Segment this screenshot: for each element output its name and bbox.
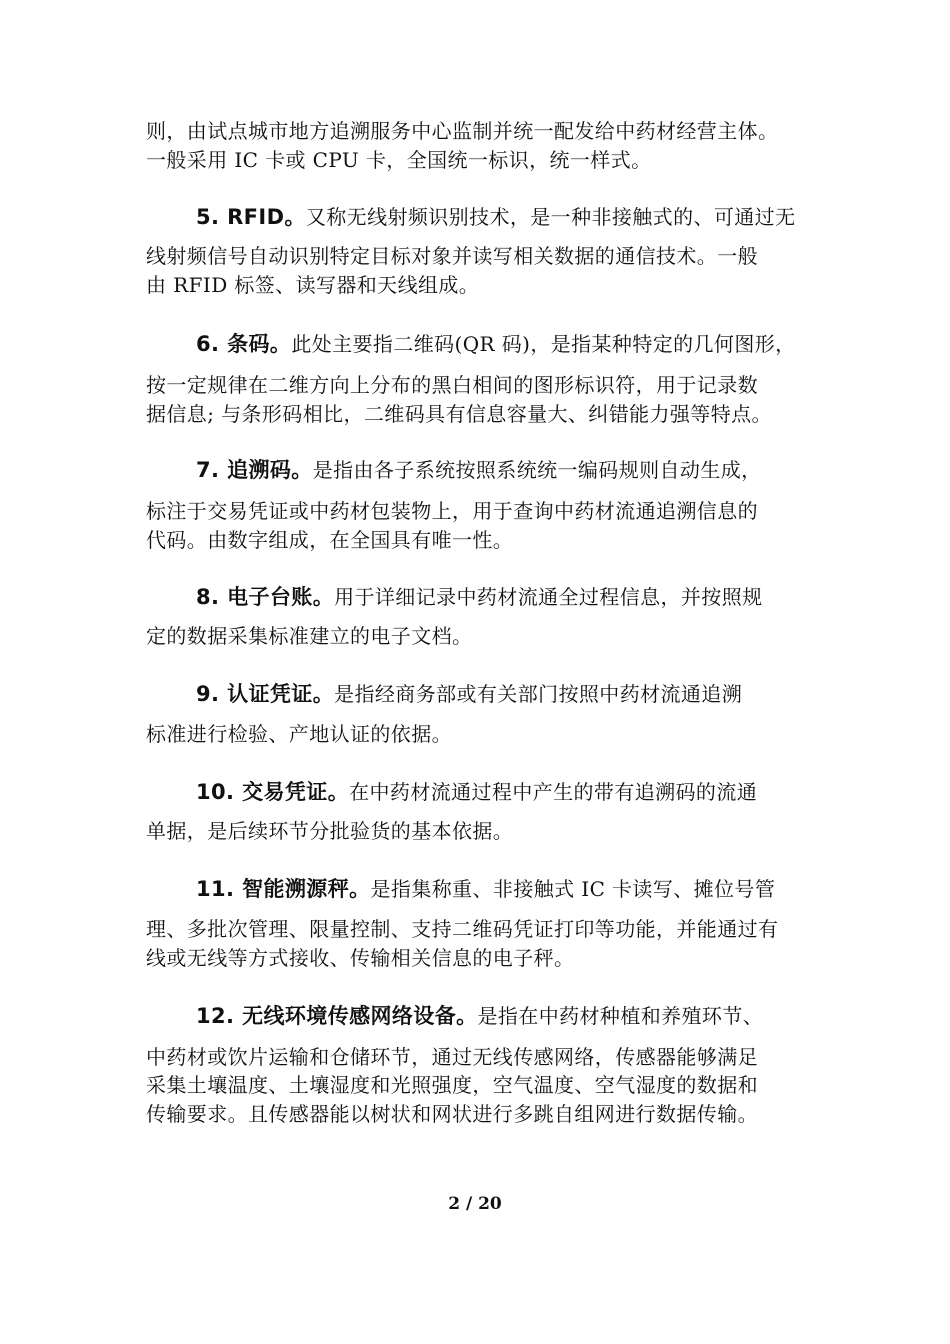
entry-10-definition-start: 在中药材流通过程中产生的带有追溯码的流通 — [349, 780, 758, 804]
entry-11-line-2: 理、多批次管理、限量控制、支持二维码凭证打印等功能，并能通过有 — [146, 917, 779, 941]
entry-10-line-2: 单据，是后续环节分批验货的基本依据。 — [146, 819, 514, 843]
entry-5-first-line — [196, 204, 876, 230]
entry-11-term: 11. 智能溯源秤。 — [196, 877, 371, 901]
entry-6-line-3: 据信息; 与条形码相比，二维码具有信息容量大、纠错能力强等特点。 — [146, 402, 772, 426]
entry-12-line-3: 采集土壤温度、土壤湿度和光照强度，空气温度、空气湿度的数据和 — [146, 1073, 758, 1097]
entry-9-definition-start: 是指经商务部或有关部门按照中药材流通追溯 — [334, 682, 743, 706]
entry-11-definition-start: 是指集称重、非接触式 IC 卡读写、摊位号管 — [370, 877, 776, 901]
entry-5-line-2: 线射频信号自动识别特定目标对象并读写相关数据的通信技术。一般 — [146, 244, 758, 268]
entry-5-term: 5. RFID。 — [196, 205, 306, 229]
entry-12-term: 12. 无线环境传感网络设备。 — [196, 1004, 478, 1028]
entry-6-definition-start: 此处主要指二维码(QR 码)，是指某种特定的几何图形， — [291, 332, 796, 356]
entry-12-line-4: 传输要求。且传感器能以树状和网状进行多跳自组网进行数据传输。 — [146, 1102, 758, 1126]
entry-8-first-line — [196, 584, 876, 610]
intro-line-1: 则，由试点城市地方追溯服务中心监制并统一配发给中药材经营主体。 — [146, 119, 779, 143]
entry-12-first-line — [196, 1003, 876, 1029]
entry-9-line-2: 标准进行检验、产地认证的依据。 — [146, 722, 452, 746]
intro-line-2: 一般采用 IC 卡或 CPU 卡，全国统一标识，统一样式。 — [146, 148, 652, 172]
entry-11-first-line — [196, 876, 876, 902]
entry-6-term: 6. 条码。 — [196, 332, 292, 356]
entry-7-line-2: 标注于交易凭证或中药材包装物上，用于查询中药材流通追溯信息的 — [146, 499, 758, 523]
entry-10-term: 10. 交易凭证。 — [196, 780, 350, 804]
entry-12-definition-start: 是指在中药材种植和养殖环节、 — [477, 1004, 764, 1028]
entry-5-definition-start: 又称无线射频识别技术，是一种非接触式的、可通过无 — [305, 205, 796, 229]
entry-7-term: 7. 追溯码。 — [196, 458, 313, 482]
entry-8-line-2: 定的数据采集标准建立的电子文档。 — [146, 624, 473, 648]
entry-6-line-2: 按一定规律在二维方向上分布的黑白相间的图形标识符，用于记录数 — [146, 373, 758, 397]
entry-7-first-line — [196, 457, 876, 483]
entry-10-first-line — [196, 779, 876, 805]
entry-9-term: 9. 认证凭证。 — [196, 682, 335, 706]
entry-7-line-3: 代码。由数字组成，在全国具有唯一性。 — [146, 528, 514, 552]
entry-6-first-line — [196, 331, 876, 357]
entry-5-line-3: 由 RFID 标签、读写器和天线组成。 — [146, 273, 480, 297]
entry-11-line-3: 线或无线等方式接收、传输相关信息的电子秤。 — [146, 946, 575, 970]
entry-12-line-2: 中药材或饮片运输和仓储环节，通过无线传感网络，传感器能够满足 — [146, 1045, 758, 1069]
entry-8-term: 8. 电子台账。 — [196, 585, 335, 609]
entry-8-definition-start: 用于详细记录中药材流通全过程信息，并按照规 — [334, 585, 763, 609]
page-number: 2 / 20 — [448, 1194, 502, 1214]
entry-7-definition-start: 是指由各子系统按照系统统一编码规则自动生成， — [312, 458, 762, 482]
entry-9-first-line — [196, 681, 876, 707]
